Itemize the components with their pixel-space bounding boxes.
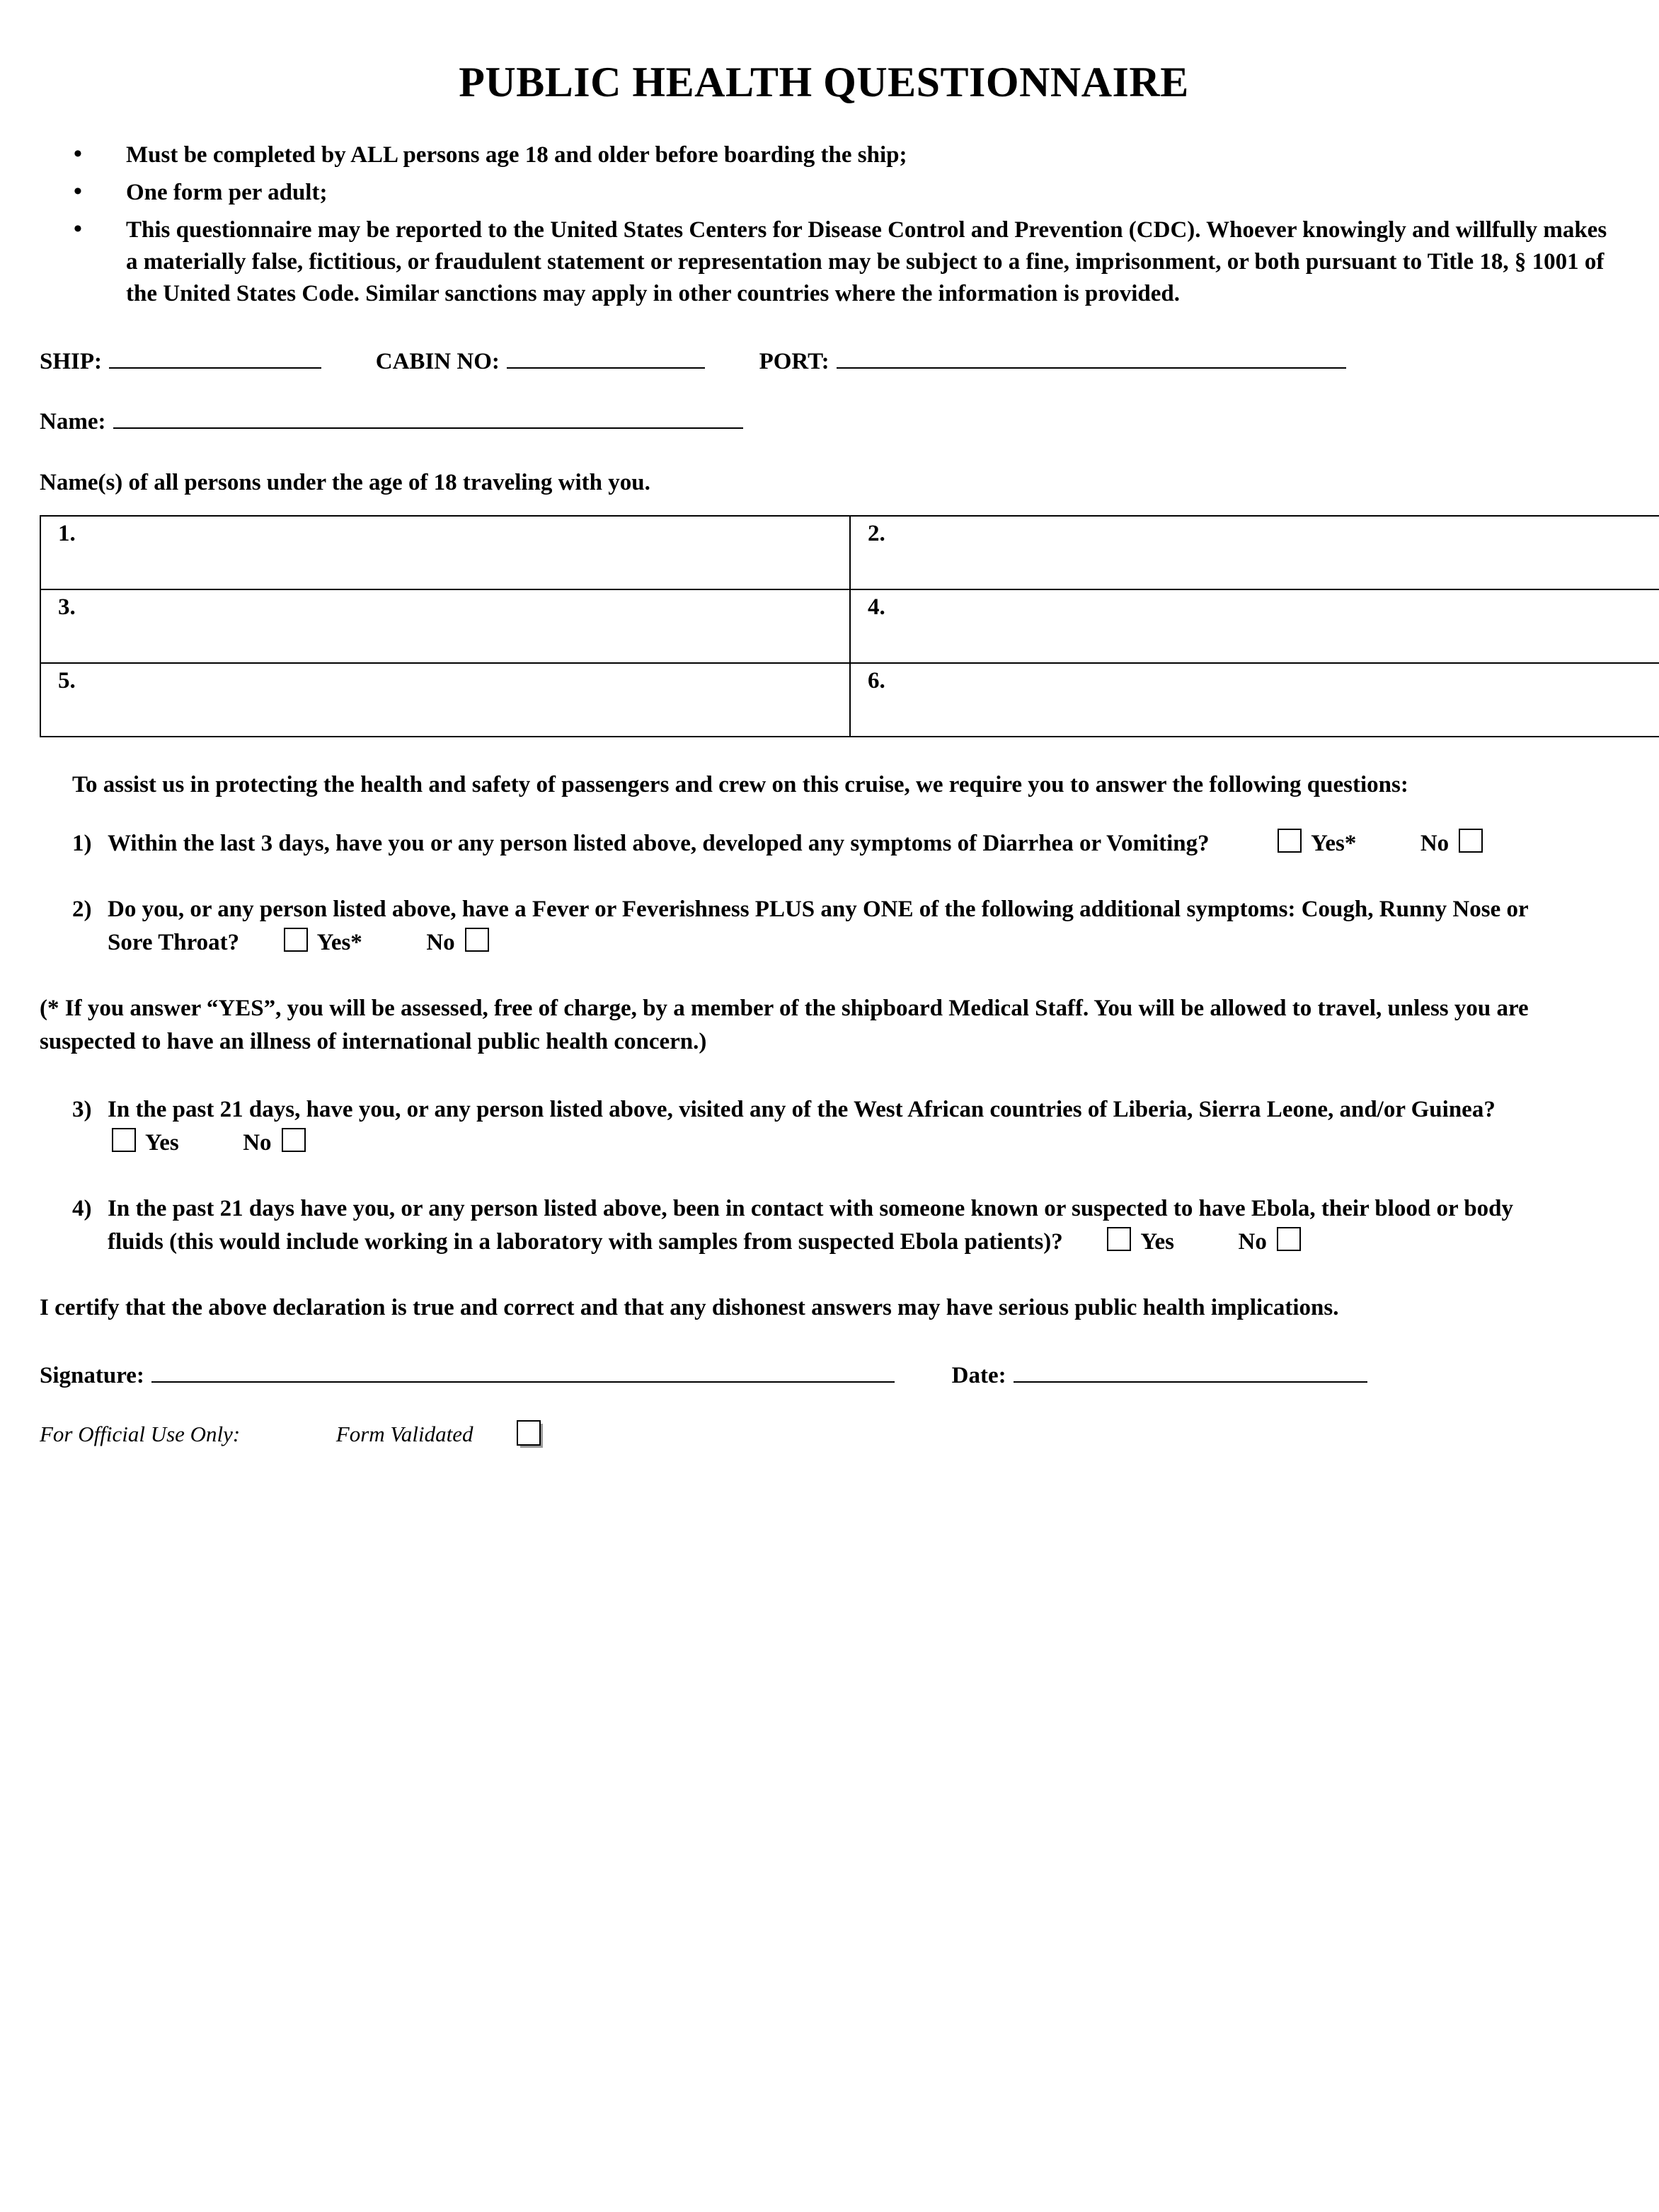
minors-table [40,515,1659,737]
minor-cell-1[interactable]: 1. [40,516,850,589]
question-4-text: In the past 21 days have you, or any person listed above, been in contact with someone known or suspected to have Ebola, their blood or body fluids (this would include working in a laboratory with samples from suspected Ebola patients)? [108,1196,1514,1255]
form-validated-checkbox[interactable] [517,1420,541,1446]
question-4-no-label: No [1238,1228,1267,1255]
date-label: Date: [951,1362,1006,1388]
question-1 [40,827,1566,860]
cabin-label: CABIN NO: [375,349,500,375]
official-use-label: For Official Use Only: [40,1421,241,1446]
form-validated-label: Form Validated [335,1421,473,1446]
questions-list [40,827,1608,960]
question-3-no-label: No [243,1130,272,1156]
question-3-number: 3) [72,1097,92,1123]
question-2-text: Do you, or any person listed above, have a Fever or Feverishness PLUS any ONE of the following additional symptoms: Cough, Runny Nose or Sore Throat? [108,896,1529,955]
minor-cell-6[interactable]: 6. [850,663,1659,737]
question-2-no-checkbox[interactable] [465,928,489,952]
ship-cabin-port-row [40,346,1608,375]
question-1-text: Within the last 3 days, have you or any person listed above, developed any symptoms of Diarrhea or Vomiting? [108,831,1210,857]
name-row [40,406,1608,435]
question-1-yes-checkbox[interactable] [1278,829,1302,853]
question-2-no-label: No [426,929,455,955]
minor-cell-2[interactable]: 2. [850,516,1659,589]
minor-cell-3[interactable]: 3. [40,589,850,663]
intro-paragraph: To assist us in protecting the health and safety of passengers and crew on this cruise, we require you to answer the following questions: [72,772,1408,798]
port-input[interactable] [837,346,1346,369]
minor-cell-5[interactable]: 5. [40,663,850,737]
date-input[interactable] [1014,1360,1367,1383]
page-title: PUBLIC HEALTH QUESTIONNAIRE [459,59,1189,105]
certification-text: I certify that the above declaration is true and correct and that any dishonest answers may have serious public health implications. [40,1294,1339,1320]
instruction-item: • Must be completed by ALL persons age 18 and older before boarding the ship; [40,139,1608,171]
question-4-number: 4) [72,1196,92,1222]
question-3-yes-label: Yes [145,1130,179,1156]
question-2 [40,893,1566,960]
signature-label: Signature: [40,1362,144,1388]
minors-heading: Name(s) of all persons under the age of 18 traveling with you. [40,470,650,496]
ship-label: SHIP: [40,349,103,375]
questions-list-2 [40,1093,1608,1258]
instruction-item: • This questionnaire may be reported to the United States Centers for Disease Control and Prevention (CDC). Whoever knowingly and willfully makes a materially false, fictitious, or fraudulent statement or representation may be subject to a fine, imprisonment, or both pursuant to Title 18, § 1001 of the United States Code. Similar sanctions may apply in other countries where the information is provided. [40,214,1608,310]
minor-cell-4[interactable]: 4. [850,589,1659,663]
instructions-list [40,139,1608,309]
ship-input[interactable] [109,346,321,369]
question-3-text: In the past 21 days, have you, or any person listed above, visited any of the West African countries of Liberia, Sierra Leone, and/or Guinea? [108,1097,1496,1123]
question-3 [40,1093,1566,1160]
question-1-no-checkbox[interactable] [1459,829,1483,853]
question-3-yes-checkbox[interactable] [112,1128,136,1152]
official-use-row [40,1420,1608,1447]
question-4-yes-label: Yes [1140,1228,1174,1255]
signature-input[interactable] [151,1360,895,1383]
question-2-yes-checkbox[interactable] [284,928,308,952]
name-label: Name: [40,409,106,435]
question-4-no-checkbox[interactable] [1277,1227,1301,1251]
name-input[interactable] [113,406,743,429]
instruction-item: • One form per adult; [40,177,1608,209]
question-1-number: 1) [72,831,92,857]
question-3-no-checkbox[interactable] [282,1128,306,1152]
table-row [40,589,1659,663]
cabin-input[interactable] [507,346,705,369]
table-row [40,516,1659,589]
question-4-yes-checkbox[interactable] [1107,1227,1131,1251]
asterisk-note: (* If you answer “YES”, you will be assessed, free of charge, by a member of the shipboard Medical Staff. You will be allowed to travel, unless you are suspected to have an illness of international public health concern.) [40,995,1529,1054]
table-row [40,663,1659,737]
question-1-yes-label: Yes* [1311,831,1357,857]
question-4 [40,1192,1566,1259]
port-label: PORT: [759,349,830,375]
signature-row [40,1360,1608,1389]
question-2-number: 2) [72,896,92,922]
question-2-yes-label: Yes* [316,929,362,955]
question-1-no-label: No [1420,831,1450,857]
